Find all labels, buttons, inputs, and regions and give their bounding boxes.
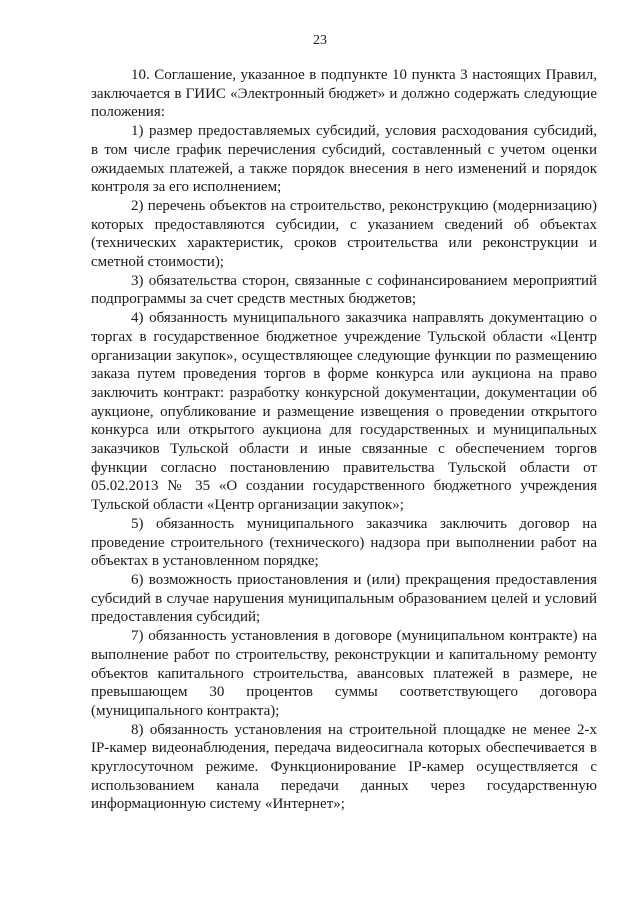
paragraph-subitem-4: 4) обязанность муниципального заказчика направлять документацию о торгах в государственное бюджетное учреждение Тульской области «Центр организации закупок», осуществляющее следующие функции по размещению заказа путем проведения торгов в форме конкурса или аукциона на право заключить контракт: разработку конкурсной документации, документации об аукционе, опубликование и размещение извещения о проведении открытого конкурса или открытого аукциона для государственных и муниципальных заказчиков Тульской области и иные связанные с обеспечением торгов функции согласно постановлению правительства Тульской области от 05.02.2013 № 35 «О создании государственного бюджетного учреждения Тульской области «Центр организации закупок»; — [91, 310, 597, 514]
paragraph-subitem-1: 1) размер предоставляемых субсидий, условия расходования субсидий, в том числе график перечисления субсидий, составленный с учетом оценки ожидаемых платежей, а также порядок внесения в него изменений и порядок контроля за его исполнением; — [91, 123, 597, 196]
paragraph-subitem-3: 3) обязательства сторон, связанные с софинансированием мероприятий подпрограммы за счет средств местных бюджетов; — [91, 272, 597, 308]
paragraph-subitem-8: 8) обязанность установления на строительной площадке не менее 2-х IP-камер видеонаблюдения, передача видеосигнала которых обеспечивается в круглосуточном режиме. Функционирование IP-камер осуществляется с использованием канала передачи данных через государственную информационную систему «Интернет»; — [91, 721, 597, 813]
paragraph-item-10: 10. Соглашение, указанное в подпункте 10 пункта 3 настоящих Правил, заключается в ГИИС «Электронный бюджет» и должно содержать следующие положения: — [91, 67, 597, 121]
paragraph-subitem-7: 7) обязанность установления в договоре (муниципальном контракте) на выполнение работ по строительству, реконструкции и капитальному ремонту объектов капитального строительства, авансовых платежей в размере, не превышающем 30 процентов суммы соответствующего договора (муниципального контракта); — [91, 628, 597, 719]
paragraph-subitem-2: 2) перечень объектов на строительство, реконструкцию (модернизацию) которых предоставляются субсидии, с указанием сведений об объектах (технических характеристик, сроков строительства или реконструкции и сметной стоимости); — [91, 197, 597, 271]
paragraph-subitem-5: 5) обязанность муниципального заказчика заключить договор на проведение строительного (технического) надзора при выполнении работ на объектах в установленном порядке; — [91, 515, 597, 570]
document-body — [91, 66, 597, 814]
paragraph-subitem-6: 6) возможность приостановления и (или) прекращения предоставления субсидий в случае нарушения муниципальным образованием целей и условий предоставления субсидий; — [91, 571, 597, 626]
page-number: 23 — [313, 33, 327, 48]
